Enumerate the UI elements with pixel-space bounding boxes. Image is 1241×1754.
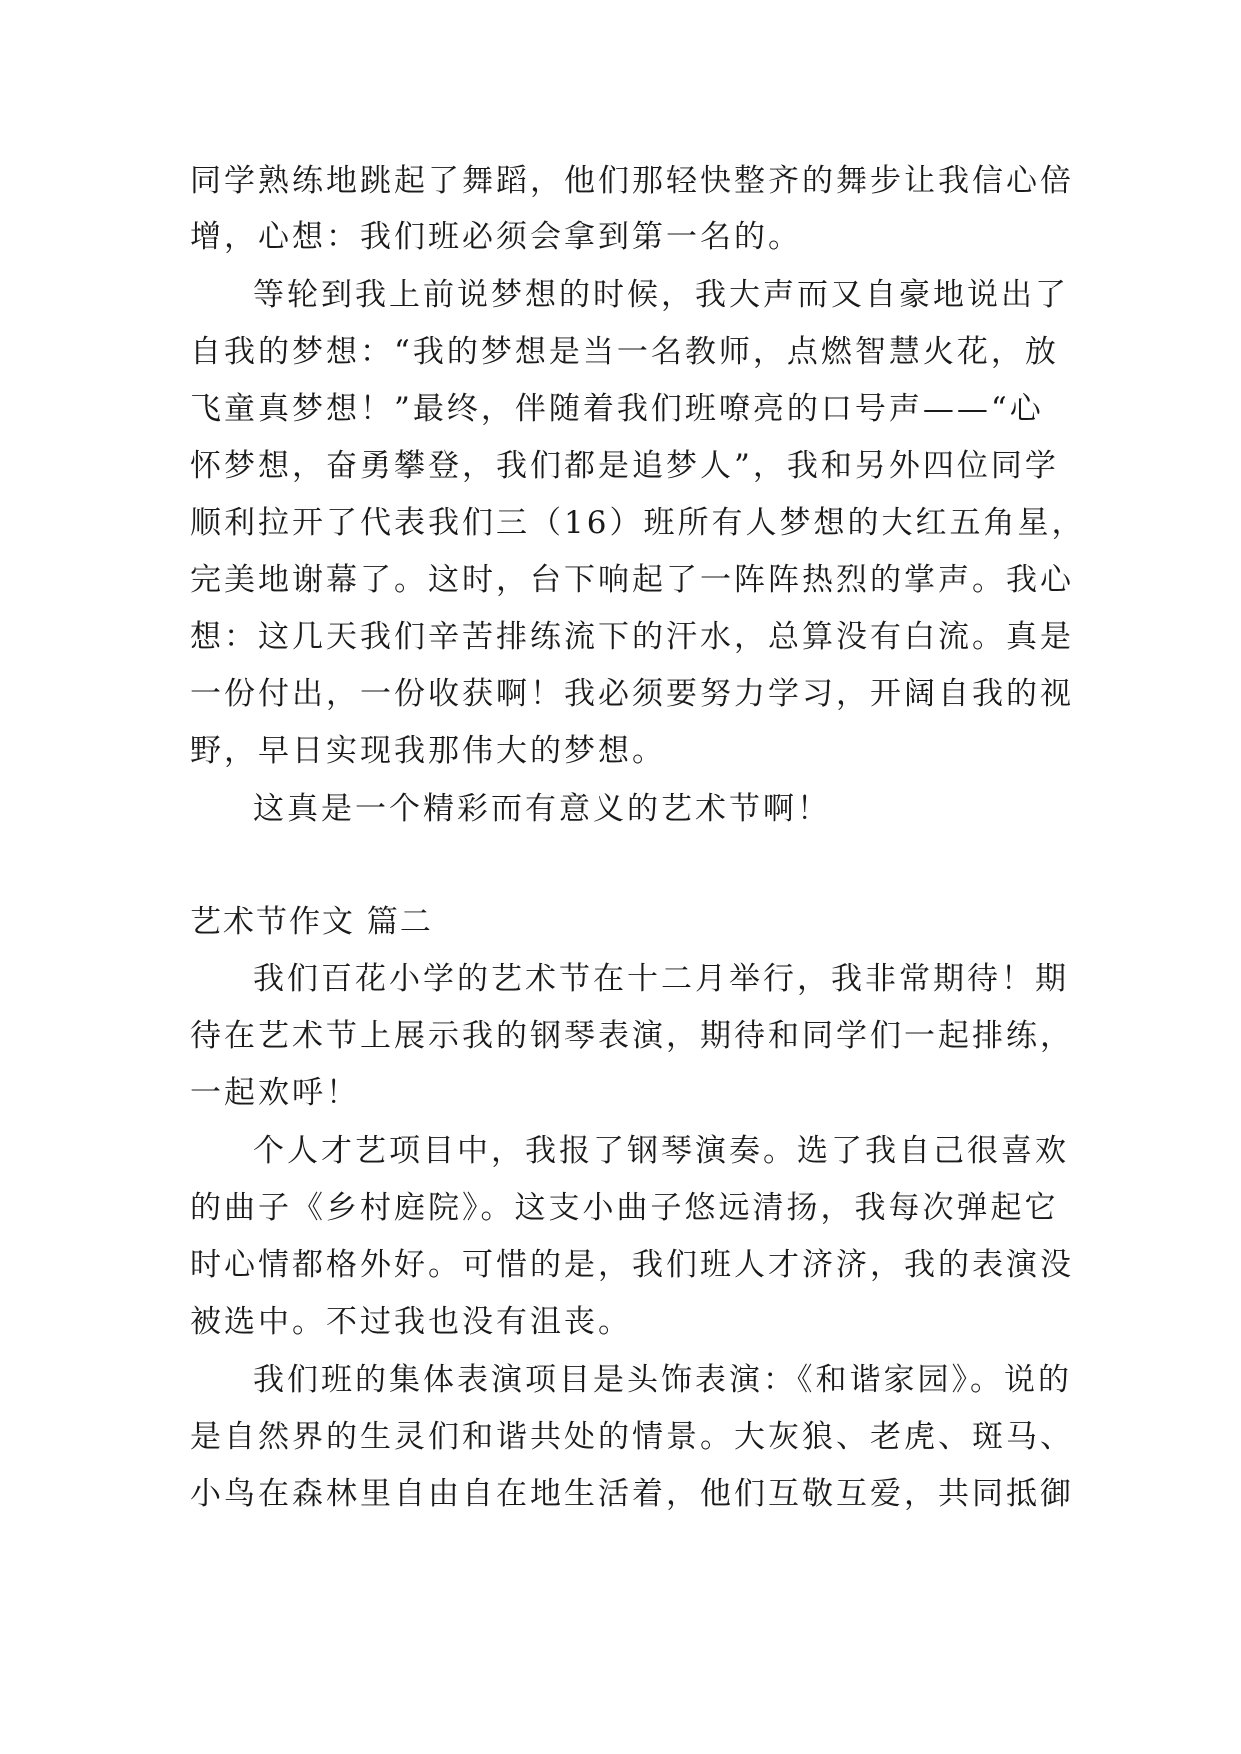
section-heading: 艺术节作文 篇二 [190,904,433,940]
text-line: 怀梦想，奋勇攀登，我们都是追梦人”，我和另外四位同学 [190,448,1059,484]
text-line: 同学熟练地跳起了舞蹈，他们那轻快整齐的舞步让我信心倍 [190,163,1074,199]
text-line: 野，早日实现我那伟大的梦想。 [190,733,666,769]
text-line: 想：这几天我们辛苦排练流下的汗水，总算没有白流。真是 [190,619,1074,655]
text-line: 飞童真梦想！”最终，伴随着我们班嘹亮的口号声——“心 [190,391,1044,427]
text-line: 被选中。不过我也没有沮丧。 [190,1304,632,1340]
text-line: 完美地谢幕了。这时，台下响起了一阵阵热烈的掌声。我心 [190,562,1074,598]
text-line: 一份付出，一份收获啊！我必须要努力学习，开阔自我的视 [190,676,1074,712]
paragraph-first-line: 我们百花小学的艺术节在十二月举行，我非常期待！期 [253,961,1069,997]
text-line: 是自然界的生灵们和谐共处的情景。大灰狼、老虎、斑马、 [190,1419,1074,1455]
paragraph-first-line: 这真是一个精彩而有意义的艺术节啊！ [253,791,831,827]
text-line: 待在艺术节上展示我的钢琴表演，期待和同学们一起排练， [190,1018,1074,1054]
text-line: 增，心想：我们班必须会拿到第一名的。 [190,219,802,255]
paragraph-first-line: 个人才艺项目中，我报了钢琴演奏。选了我自己很喜欢 [253,1133,1069,1169]
text-line: 顺利拉开了代表我们三（16）班所有人梦想的大红五角星， [190,505,1086,541]
paragraph-first-line: 等轮到我上前说梦想的时候，我大声而又自豪地说出了 [253,277,1069,313]
text-line: 小鸟在森林里自由自在地生活着，他们互敬互爱，共同抵御 [190,1476,1074,1512]
text-line: 一起欢呼！ [190,1075,360,1111]
text-line: 自我的梦想：“我的梦想是当一名教师，点燃智慧火花，放 [190,334,1059,370]
paragraph-first-line: 我们班的集体表演项目是头饰表演：《和谐家园》。说的 [253,1362,1072,1398]
text-line: 时心情都格外好。可惜的是，我们班人才济济，我的表演没 [190,1247,1074,1283]
text-line: 的曲子《乡村庭院》。这支小曲子悠远清扬，我每次弹起它 [190,1190,1059,1226]
